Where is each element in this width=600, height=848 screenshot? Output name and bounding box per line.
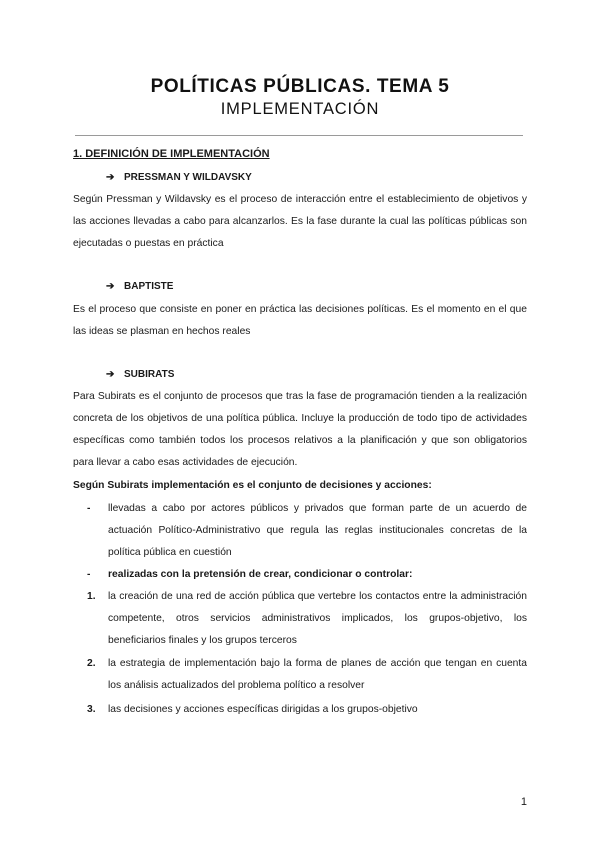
list-item-text: las decisiones y acciones específicas dirigidas a los grupos-objetivo bbox=[108, 704, 418, 715]
title-divider bbox=[75, 135, 523, 136]
list-number: 1. bbox=[87, 591, 96, 602]
author-name: PRESSMAN Y WILDAVSKY bbox=[124, 172, 252, 183]
arrow-right-icon: ➔ bbox=[106, 172, 115, 183]
document-subtitle: IMPLEMENTACIÓN bbox=[220, 100, 380, 118]
list-marker: - bbox=[87, 503, 91, 514]
author-name: SUBIRATS bbox=[124, 369, 175, 380]
list-number: 3. bbox=[87, 704, 96, 715]
list-number: 2. bbox=[87, 658, 96, 669]
list-item-text: la creación de una red de acción pública que vertebre los contactos entre la administración competente, otros servicios administrativos implicados, los grupos-objetivo, los beneficiarios finales y los grupos terceros bbox=[108, 591, 527, 646]
author-heading-baptiste bbox=[106, 281, 173, 292]
author-name: BAPTISTE bbox=[124, 281, 174, 292]
list-item-text: llevadas a cabo por actores públicos y privados que forman parte de un acuerdo de actuación Político-Administrativo que regula las reglas institucionales concretas de la política pública en cuestión bbox=[108, 503, 527, 558]
list-marker: - bbox=[87, 569, 91, 580]
numbered-item bbox=[73, 699, 527, 721]
paragraph-pressman: Según Pressman y Wildavsky es el proceso de interacción entre el establecimiento de objetivos y las acciones llevadas a cabo para alcanzarlos. Es la fase durante la cual las políticas públicas son ejecutadas o puestas en práctica bbox=[73, 194, 527, 249]
author-heading-subirats bbox=[106, 369, 174, 380]
paragraph-subirats: Para Subirats es el conjunto de procesos que tras la fase de programación tienden a la realización concreta de los objetivos de una política pública. Incluye la producción de todo tipo de actividades específicas como también todos los procesos relativos a la planificación y que son obligatorios para llevar a cabo esas actividades de ejecución. bbox=[73, 391, 527, 468]
paragraph-baptiste: Es el proceso que consiste en poner en práctica las decisiones políticas. Es el momento en el que las ideas se plasman en hechos reales bbox=[73, 304, 527, 337]
page-number: 1 bbox=[520, 796, 527, 808]
arrow-right-icon: ➔ bbox=[106, 281, 115, 292]
list-item-text: realizadas con la pretensión de crear, condicionar o controlar: bbox=[108, 569, 413, 580]
subirats-lead: Según Subirats implementación es el conjunto de decisiones y acciones: bbox=[73, 480, 432, 491]
arrow-right-icon: ➔ bbox=[106, 369, 115, 380]
document-title: POLÍTICAS PÚBLICAS. TEMA 5 bbox=[150, 76, 450, 97]
list-item bbox=[73, 498, 527, 564]
list-item-text: la estrategia de implementación bajo la forma de planes de acción que tengan en cuenta los análisis actualizados del problema político a resolver bbox=[108, 658, 527, 691]
section-heading: 1. DEFINICIÓN DE IMPLEMENTACIÓN bbox=[73, 148, 270, 160]
numbered-item bbox=[73, 586, 527, 652]
author-heading-pressman bbox=[106, 172, 252, 183]
numbered-item bbox=[73, 653, 527, 697]
list-item bbox=[73, 564, 527, 586]
